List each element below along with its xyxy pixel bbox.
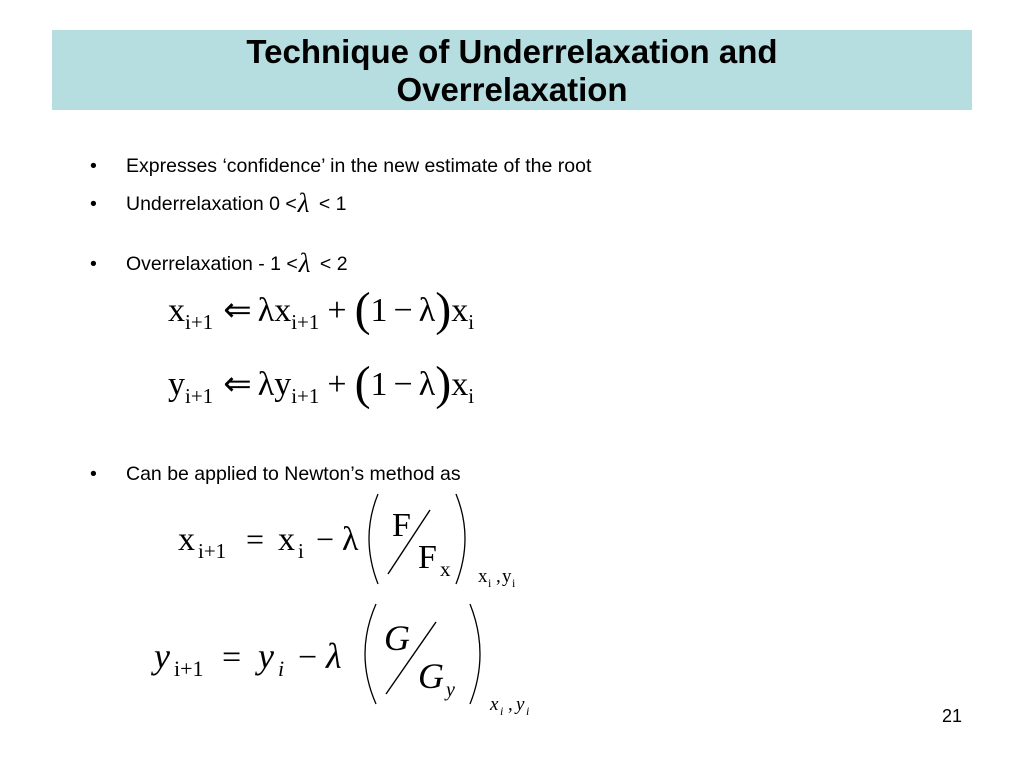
bullet-prefix: Overrelaxation - 1 < [126, 253, 298, 275]
bullet-marker: • [90, 193, 97, 215]
eval-variable: x [478, 566, 488, 587]
eval-variable: y [516, 694, 525, 715]
eq-subscript: x [440, 557, 451, 581]
eq-subscript: y [446, 679, 455, 701]
eq-subscript: i [278, 656, 285, 681]
eq-minus: − [393, 366, 413, 403]
eq-close-paren: ) [435, 357, 452, 410]
eval-subscript: i [500, 704, 504, 718]
eval-comma: , [508, 694, 513, 715]
left-double-arrow: ⇐ [223, 366, 252, 403]
bullet-marker: • [90, 463, 97, 485]
eq-variable: y [154, 636, 170, 676]
eq-one: 1 [370, 366, 388, 403]
eq-minus: − [393, 292, 413, 329]
eq-minus: − [298, 639, 318, 676]
lambda-symbol: λ [298, 248, 311, 278]
eval-variable: x [490, 694, 499, 715]
eq-variable: x [178, 521, 195, 558]
eq-numerator: F [392, 507, 411, 544]
equation-x-relaxation [168, 278, 475, 336]
eq-open-paren: ( [354, 357, 371, 410]
bullet-marker: • [90, 155, 97, 177]
eq-equals: = [222, 639, 242, 676]
eq-subscript: i+1 [185, 310, 214, 334]
eq-lambda: λ [418, 292, 436, 329]
eq-variable: x [274, 292, 292, 329]
eval-subscript: i [512, 576, 516, 590]
eq-variable: y [168, 366, 185, 403]
eq-subscript: i [468, 384, 475, 408]
left-double-arrow: ⇐ [223, 292, 252, 329]
eq-subscript: i+1 [198, 539, 227, 563]
bullet-text [126, 248, 348, 278]
eq-lambda: λ [257, 292, 275, 329]
eq-variable: x [451, 292, 469, 329]
eq-open-paren [369, 494, 378, 584]
eq-variable: x [278, 521, 295, 558]
eq-close-paren [470, 604, 480, 704]
slide-number: 21 [941, 706, 962, 726]
eq-subscript: i [298, 539, 304, 563]
eval-variable: y [502, 566, 512, 587]
eq-denominator: F [418, 539, 437, 576]
bullet-text: Expresses ‘confidence’ in the new estimate of the root [126, 155, 592, 177]
eq-variable: x [168, 292, 185, 329]
eq-open-paren [365, 604, 376, 704]
equation-y-relaxation [168, 352, 475, 410]
eq-one: 1 [370, 292, 388, 329]
eq-subscript: i+1 [291, 384, 320, 408]
eq-plus: + [327, 366, 347, 403]
eq-equals: = [246, 521, 265, 557]
eq-subscript: i+1 [291, 310, 320, 334]
eq-minus: − [316, 521, 335, 557]
bullet-suffix: < 1 [313, 193, 347, 215]
eq-variable: x [451, 366, 469, 403]
eval-subscript: i [526, 704, 530, 718]
eq-numerator: G [384, 618, 410, 658]
eq-subscript: i+1 [174, 656, 204, 681]
eq-subscript: i+1 [185, 384, 214, 408]
bullet-text: Can be applied to Newton’s method as [126, 463, 461, 485]
eq-lambda: λ [326, 636, 342, 676]
eq-lambda: λ [342, 521, 359, 558]
equation-newton-y [140, 598, 580, 723]
bullet-suffix: < 2 [314, 253, 348, 275]
eq-subscript: i [468, 310, 475, 334]
eq-close-paren: ) [435, 283, 452, 336]
title-banner [52, 30, 972, 110]
equation-newton-x [160, 488, 580, 598]
bullet-prefix: Underrelaxation 0 < [126, 193, 297, 215]
eq-variable: y [274, 366, 292, 403]
eval-subscript: i [488, 576, 492, 590]
eq-plus: + [327, 292, 347, 329]
eq-denominator: G [418, 656, 444, 696]
eq-variable: y [258, 636, 274, 676]
bullet-marker: • [90, 253, 97, 275]
slide-title: Technique of Underrelaxation and Overrelaxation [246, 33, 778, 108]
eval-comma: , [496, 566, 501, 587]
eq-lambda: λ [257, 366, 275, 403]
eq-open-paren: ( [354, 283, 371, 336]
eq-lambda: λ [418, 366, 436, 403]
bullet-text [126, 188, 347, 218]
lambda-symbol: λ [297, 188, 310, 218]
eq-close-paren [456, 494, 465, 584]
